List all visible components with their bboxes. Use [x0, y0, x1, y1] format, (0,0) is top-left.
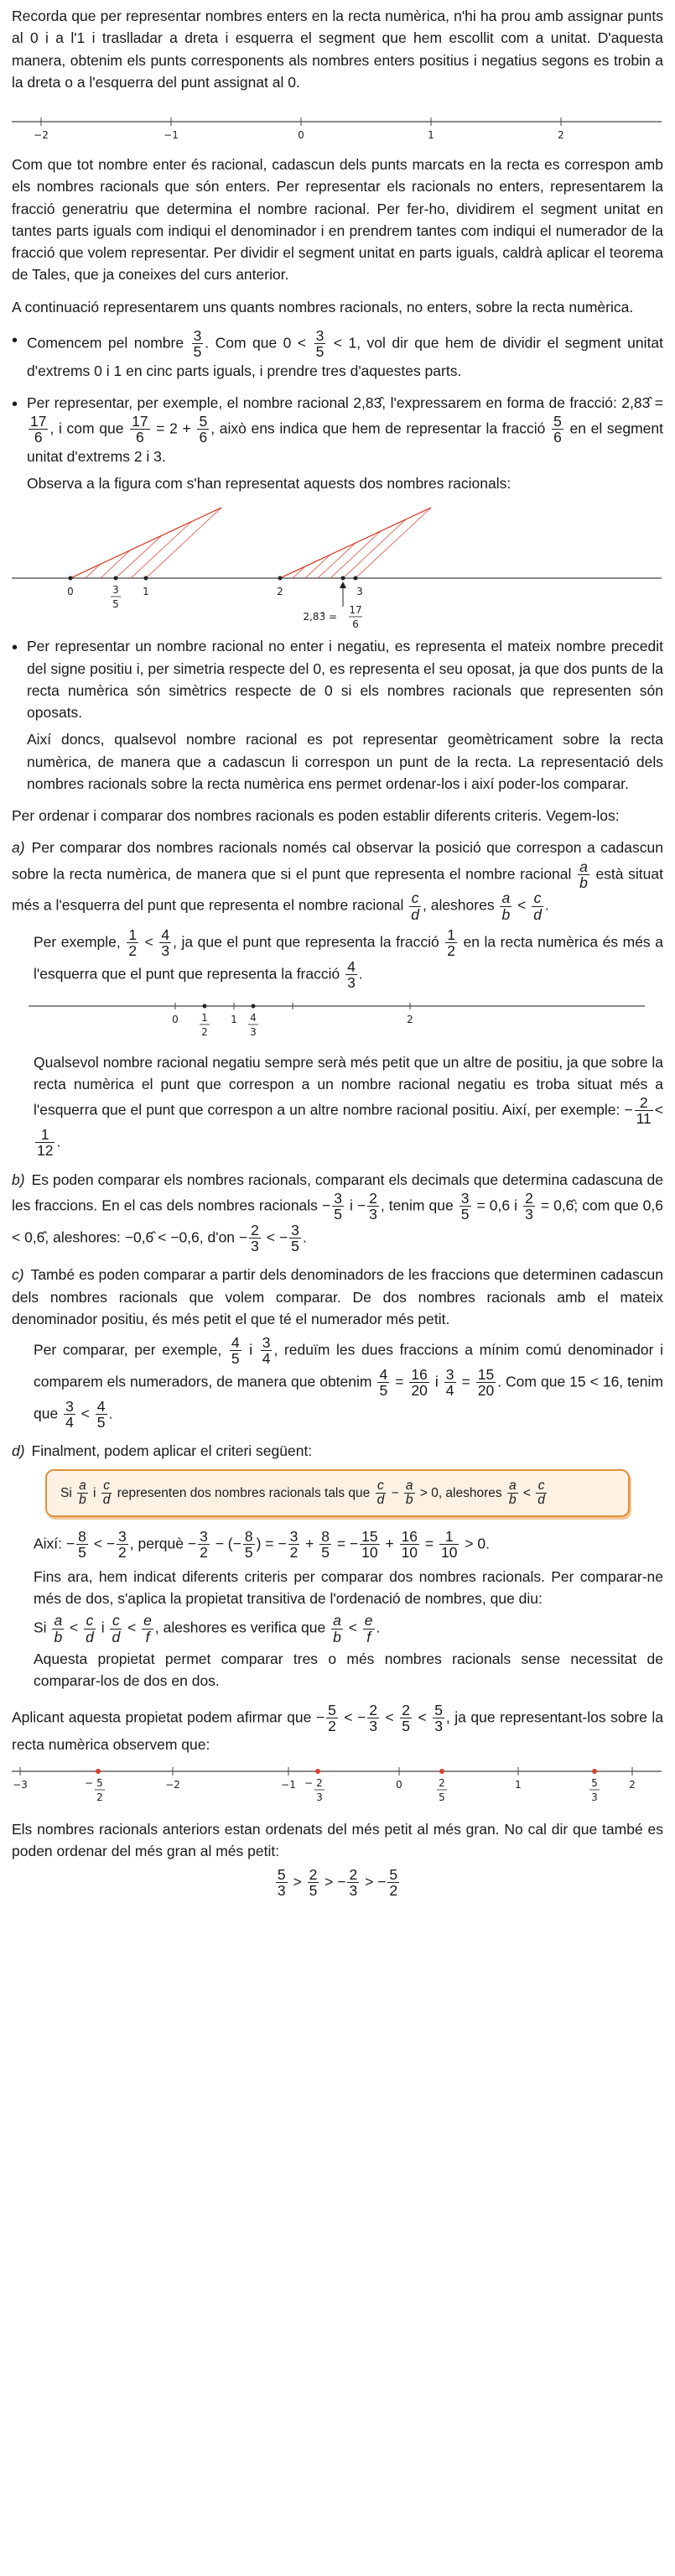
fraction: $\frac{c}{d}$: [411, 889, 419, 923]
bullet2-text-b: , i com que: [49, 420, 124, 437]
mark-23-num: 2: [316, 1776, 323, 1789]
bullet1-text-b: . Com que 0 <: [205, 334, 307, 352]
fraction: $\frac{a}{b}$: [333, 1612, 341, 1645]
criterion-d: [12, 1440, 663, 1462]
bullet2-text-d: , això ens indica que hem de representar la fracció: [210, 420, 546, 437]
criterion-d-transitive: Si $\frac{a}{b}$ < $\frac{c}{d}$ i $\frac{c}{d}$ < $\frac{e}{f}$ , aleshores es verifica que $\frac{a}{b}$ < $\frac{e}{f}$ .: [34, 1612, 381, 1645]
criterion-b-text2: , tenim que: [380, 1197, 454, 1214]
axis-tick-label: 1: [515, 1778, 522, 1791]
fraction: $\frac{2}{3}$: [525, 1189, 533, 1223]
axis-tick-label: 1: [428, 129, 434, 141]
fraction: $\frac{2}{5}$: [402, 1701, 410, 1734]
fraction: $\frac{3}{2}$: [289, 1528, 299, 1562]
fraction: $\frac{2}{5}$: [309, 1866, 318, 1900]
fraction: $\frac{2}{3}$: [369, 1189, 377, 1223]
fraction: $\frac{a}{b}$: [501, 889, 511, 923]
point-seventeen-sixths: [341, 576, 345, 581]
axis-tick-label: 2: [629, 1778, 636, 1791]
tick-half-num: 1: [201, 1011, 208, 1024]
criterion-a-text3: , aleshores: [422, 896, 495, 914]
less-than-sign: <: [144, 933, 153, 951]
fraction: $\frac{3}{5}$: [460, 1189, 470, 1223]
mark-52-num: 5: [96, 1776, 103, 1789]
axis-tick-label: 0: [298, 129, 304, 141]
final-statement: Aplicant aquesta propietat podem afirmar que − $\frac{5}{2}$ < − $\frac{2}{3}$ < $\frac{2}{5}$ < $\frac{5}{3}$ , ja que representant-los sobre la recta numèrica observem que:: [12, 1701, 663, 1754]
fraction: $\frac{5}{3}$: [434, 1701, 443, 1734]
box-text-a: Si: [60, 1485, 72, 1500]
fraction: $\frac{4}{3}$: [161, 926, 170, 960]
period: .: [544, 896, 549, 914]
bullet2-text-e: en el segment unitat d'extrems 2 i 3.: [27, 420, 663, 465]
period: .: [358, 965, 363, 983]
intro-paragraph-2: Com que tot nombre enter és racional, cadascun dels punts marcats en la recta es correspon amb els nombres racionals que són enters. Per representar els racionals no enters, representarem la fracció generatriu que determina el nombre racional. Per fer-ho, dividirem el segment unitat en tantes parts iguals com indiqui el denominador i en prendrem tantes com indiqui el numerador de la fracció que volem representar. Per dividir el segment unitat en parts iguals, caldrà aplicar el teorema de Tales, que ja coneixes del curs anterior.: [12, 156, 663, 284]
fraction: $\frac{a}{b}$: [508, 1478, 517, 1507]
conj: i: [349, 1197, 353, 1214]
fig1-label-3: 3: [356, 586, 363, 598]
bullet1-text-a: Comencem pel nombre: [27, 334, 184, 352]
point-five-thirds: [592, 1769, 597, 1774]
criteria-intro: Per ordenar i comparar dos nombres racionals es poden establir diferents criteris. Vegem-los:: [12, 807, 620, 824]
criterion-a: [12, 837, 663, 922]
fraction: $\frac{c}{d}$: [112, 1612, 121, 1645]
fraction: $\frac{16}{10}$: [401, 1528, 418, 1562]
fraction: $\frac{5}{6}$: [199, 413, 208, 446]
less-than-sign: <: [654, 1101, 663, 1119]
axis-tick-label: −3: [13, 1778, 28, 1791]
fraction: $\frac{3}{4}$: [65, 1397, 74, 1431]
tick-43-den: 3: [250, 1025, 257, 1038]
final-paragraph: Els nombres racionals anteriors estan ordenats del més petit al més gran. No cal dir que també es poden ordenar del més gran al més petit:: [12, 1820, 663, 1859]
final-descending-order: $\frac{5}{3}$ > $\frac{2}{5}$ > − $\frac{2}{3}$ > − $\frac{5}{2}$: [277, 1866, 398, 1900]
axis-tick-label: −2: [165, 1778, 180, 1791]
tick-0: 0: [172, 1013, 179, 1025]
mark-25-den: 5: [439, 1791, 445, 1803]
fraction: $\frac{4}{3}$: [347, 957, 356, 992]
axis-tick-label: −1: [281, 1778, 296, 1791]
fraction: $\frac{a}{b}$: [405, 1478, 413, 1507]
number-line-half-fourthirds: [12, 994, 662, 1046]
tick-43-num: 4: [250, 1011, 257, 1024]
conj: i: [434, 1373, 439, 1390]
tick-1: 1: [231, 1013, 237, 1025]
mark-25-num: 2: [439, 1776, 445, 1789]
fraction: $\frac{17}{6}$: [30, 413, 47, 446]
fraction: $\frac{5}{3}$: [277, 1866, 286, 1900]
point-four-thirds: [252, 1004, 256, 1008]
axis-tick-label: 2: [558, 129, 564, 141]
criterion-c-text2: Per comparar, per exemple,: [34, 1341, 222, 1358]
criterion-b-text4: = 0,6̂; com que 0,6 < 0,6̂, aleshores: −0,6̂ < −0,6, d'on: [12, 1197, 663, 1245]
point-three-fifths: [114, 576, 118, 581]
fraction: $\frac{1}{2}$: [447, 926, 455, 960]
bullet1-text-c: < 1, vol dir que hem de dividir el segment unitat d'extrems 0 i 1 en cinc parts iguals, i prendre tres d'aquestes parts.: [27, 334, 663, 379]
fraction: $\frac{16}{20}$: [411, 1365, 428, 1400]
criterion-d-transitive-intro: Fins ara, hem indicat diferents criteris per comparar dos nombres racionals. Per comparar-ne més de dos, s'aplica la propietat transitiva de l'ordenació de nombres, que diu:: [34, 1567, 663, 1608]
ex-text2: , ja que el punt que representa la fracció: [173, 933, 439, 951]
fraction: $\frac{c}{d}$: [533, 889, 542, 923]
fraction: $\frac{3}{5}$: [291, 1221, 299, 1254]
criterion-a-label: a): [12, 839, 25, 857]
period: .: [302, 1228, 307, 1245]
fraction: $\frac{15}{20}$: [477, 1365, 495, 1400]
minus-sign: −: [84, 1776, 93, 1789]
point-three: [354, 576, 358, 581]
criterion-b-text1: Es poden comparar els nombres racionals, comparant els decimals que determina cadascuna de les fraccions. En el cas dels nombres racionals: [12, 1171, 663, 1214]
criterion-d-text1: Finalment, podem aplicar el criteri següent:: [31, 1442, 313, 1460]
mark-53-den: 3: [591, 1791, 598, 1803]
fraction: $\frac{2}{3}$: [349, 1866, 358, 1900]
mark-52-den: 2: [96, 1791, 103, 1803]
fraction: $\frac{5}{6}$: [553, 413, 562, 446]
final-text1: Aplicant aquesta propietat podem afirmar que: [12, 1708, 312, 1726]
mark-53-num: 5: [591, 1776, 598, 1789]
fig1-mark1-den: 5: [112, 598, 119, 611]
tick-2: 2: [407, 1013, 413, 1025]
point-zero: [69, 576, 73, 581]
fig1-mark1-num: 3: [112, 584, 119, 597]
tr-a: Si: [34, 1619, 47, 1636]
point-minus-five-halves: [96, 1769, 101, 1774]
fraction: $\frac{a}{b}$: [54, 1612, 63, 1645]
intro-paragraph-3: A continuació representarem uns quants nombres racionals, no enters, sobre la recta numèrica.: [12, 298, 634, 315]
ex-a: Així:: [34, 1535, 63, 1552]
bullet2-text-c: = 2 +: [156, 420, 191, 437]
bullet-three-fifths: [12, 328, 663, 382]
criterion-c-text1: També es poden comparar a partir dels denominadors de les fraccions que determinen cadascun dels nombres racionals que volem comparar. De dos nombres racionals amb el mateix denominador positiu, és més petit el que té el numerador més petit.: [12, 1266, 663, 1327]
fraction: $\frac{e}{f}$: [143, 1612, 152, 1645]
fraction: $\frac{2}{3}$: [251, 1221, 259, 1254]
less-than-sign: <: [517, 896, 527, 914]
axis-tick-label: −2: [34, 129, 49, 141]
final-text2: , ja que representant-los sobre la recta numèrica observem que:: [12, 1708, 663, 1754]
fraction: $\frac{1}{10}$: [441, 1528, 458, 1562]
fraction: $\frac{8}{5}$: [78, 1528, 86, 1562]
bullet-two-point-eight-three: [12, 392, 663, 467]
fraction: $\frac{e}{f}$: [364, 1612, 373, 1645]
criterion-a-example: [34, 927, 663, 991]
fig1-label-2: 2: [277, 586, 283, 598]
criterion-c-text4: . Com que 15 < 16, tenim que: [34, 1373, 663, 1421]
neg-text: Qualsevol nombre racional negatiu sempre serà més petit que un altre de positiu, ja que sobre la recta numèrica el punt que correspon a un nombre racional negatiu es troba situat més a l'esquerra que el punt que correspon a un altre nombre racional positiu. Així, per exemple:: [34, 1053, 663, 1119]
fraction: $\frac{1}{12}$: [37, 1125, 54, 1160]
fraction: $\frac{5}{2}$: [328, 1701, 336, 1734]
point-two: [278, 576, 283, 581]
fraction: $\frac{2}{3}$: [369, 1701, 377, 1734]
fraction: $\frac{c}{d}$: [86, 1612, 94, 1645]
criterion-b: b) Es poden comparar els nombres racionals, comparant els decimals que determina cadascuna de les fraccions. En el cas dels nombres racionals − $\frac{3}{5}$ i − $\frac{2}{3}$ , tenim que $\frac{3}{5}$ = 0,6 i $\frac{2}{3}$ = 0,6̂; com que 0,6 < 0,6̂, aleshores: −0,6̂ < −0,6, d'on − $\frac{2}{3}$ < − $\frac{3}{5}$ .: [12, 1171, 663, 1254]
point-one-half: [203, 1004, 207, 1008]
point-minus-two-thirds: [315, 1769, 320, 1774]
criterion-a-text1: Per comparar dos nombres racionals només cal observar la posició que correspon a cadascun sobre la recta numèrica, de manera que si el punt que representa el nombre racional: [12, 839, 663, 882]
fraction: $\frac{1}{2}$: [128, 926, 138, 960]
conj: i: [249, 1341, 253, 1358]
criterion-b-label: b): [12, 1171, 25, 1188]
fraction: $\frac{c}{d}$: [376, 1478, 385, 1507]
bullet3-paragraph-b: Així doncs, qualsevol nombre racional es pot representar geomètricament sobre la recta numèrica, de manera que a cadascun li correspon un punt de la recta. La representació dels nombres racionals sobre la recta numèrica ens permet ordenar-los i així poder-los comparar.: [27, 731, 663, 792]
criterion-c: [12, 1264, 663, 1330]
fraction: $\frac{c}{d}$: [102, 1478, 111, 1507]
fraction: $\frac{2}{11}$: [636, 1094, 652, 1128]
criterion-d-label: d): [12, 1442, 25, 1460]
figure-thales-construction: [12, 504, 662, 630]
fraction: $\frac{3}{5}$: [334, 1189, 342, 1223]
minus-sign: −: [304, 1776, 313, 1789]
axis-tick-label: 0: [396, 1778, 402, 1791]
criterion-a-text2: està situat més a l'esquerra del punt que representa el nombre racional: [12, 865, 663, 914]
fraction: $\frac{5}{2}$: [389, 1866, 398, 1900]
bullet2-text-a: Per representar, per exemple, el nombre racional 2,83̂, l'expressarem en forma de fracció: 2,83̂ =: [27, 394, 663, 411]
number-line-final: [12, 1760, 662, 1812]
ex-text3: en la recta numèrica és més a l'esquerra que el punt que representa la fracció: [34, 933, 663, 983]
fig1-label-1: 1: [143, 586, 149, 598]
point-two-fifths: [439, 1769, 444, 1774]
fig1-mark2-num: 17: [349, 604, 362, 617]
fraction: $\frac{3}{4}$: [262, 1334, 271, 1368]
criterion-d-rule-box: Si $\frac{a}{b}$ i $\frac{c}{d}$ representen dos nombres racionals tals que $\frac{c}{d}$ − $\frac{a}{b}$ > 0, aleshores $\frac{a}{b}$ < $\frac{c}{d}$: [45, 1469, 630, 1518]
criterion-d-transitive-note: Aquesta propietat permet comparar tres o més nombres racionals sense necessitat de comparar-los de dos en dos.: [34, 1650, 663, 1690]
box-text-c: > 0, aleshores: [419, 1485, 502, 1500]
mark-23-den: 3: [316, 1791, 323, 1803]
ex-b: , perquè: [129, 1535, 184, 1552]
fraction: $\frac{3}{5}$: [315, 326, 325, 361]
fraction: $\frac{15}{10}$: [361, 1528, 378, 1562]
fraction: $\frac{4}{5}$: [231, 1334, 240, 1368]
tr-b: , aleshores es verifica que: [154, 1619, 326, 1636]
fraction: $\frac{3}{2}$: [200, 1528, 208, 1562]
criterion-b-text3: = 0,6 i: [476, 1197, 518, 1214]
fraction: $\frac{c}{d}$: [537, 1478, 545, 1507]
fraction: $\frac{3}{2}$: [118, 1528, 127, 1562]
fraction: $\frac{a}{b}$: [79, 1478, 86, 1507]
point-one: [144, 576, 148, 581]
tick-half-den: 2: [201, 1025, 208, 1038]
fraction: $\frac{4}{5}$: [96, 1397, 106, 1431]
fraction: $\frac{17}{6}$: [132, 413, 148, 446]
bullet-negative-rationals: • Per representar un nombre racional no enter i negatiu, es representa el mateix nombre precedit del signe positiu i, per simetria respecte del 0, es representa el seu oposat, ja que dos punts de la recta numèrica són simètrics respecte de 0 si els nombres racionals que representen són oposats.: [12, 635, 663, 723]
box-text-b: representen dos nombres racionals tals que: [117, 1485, 371, 1500]
criterion-c-label: c): [12, 1266, 24, 1284]
fraction: $\frac{a}{b}$: [579, 858, 588, 891]
fig1-mark2-prefix: 2,83̂ =: [303, 611, 337, 623]
observe-text: Observa a la figura com s'han representat aquests dos nombres racionals:: [27, 475, 511, 492]
less-than-sign: <: [266, 1228, 275, 1245]
ex-text1: Per exemple,: [34, 933, 121, 951]
fig1-mark2-den: 6: [352, 618, 359, 631]
fraction: $\frac{8}{5}$: [244, 1528, 253, 1562]
criterion-c-example: Per comparar, per exemple, $\frac{4}{5}$ i $\frac{3}{4}$ , reduïm les dues fraccions a mínim comú denominador i comparem els numeradors, de manera que obtenim $\frac{4}{5}$ = $\frac{16}{20}$ i $\frac{3}{4}$ = $\frac{15}{20}$ . Com que 15 < 16, tenim que $\frac{3}{4}$ < $\frac{4}{5}$ .: [34, 1334, 663, 1431]
fig1-label-0: 0: [67, 586, 74, 598]
number-line-integers: [12, 103, 662, 145]
fraction: $\frac{4}{5}$: [379, 1365, 388, 1400]
criterion-d-example: Així: − $\frac{8}{5}$ < − $\frac{3}{2}$ , perquè − $\frac{3}{2}$ − (− $\frac{8}{5}$ ) = − $\frac{3}{2}$ + $\frac{8}{5}$ = − $\frac{15}{10}$ + $\frac{16}{10}$ = $\frac{1}{10}$ > 0.: [34, 1528, 491, 1562]
intro-paragraph-1: Recorda que per representar nombres enters en la recta numèrica, n'hi ha prou amb assignar punts al 0 i a l'1 i traslladar a dreta i esquerra el segment que hem escollit com a unitat. D'aquesta manera, obtenim els punts corresponents als nombres enters positius i negatius segons es trobin a la dreta o a l'esquerra del punt assignat al 0.: [12, 8, 663, 91]
fraction: $\frac{3}{5}$: [193, 326, 202, 361]
fraction: $\frac{8}{5}$: [321, 1528, 330, 1562]
axis-tick-label: −1: [164, 129, 179, 141]
fraction: $\frac{3}{4}$: [445, 1365, 454, 1400]
criterion-c-text3: , reduïm les dues fraccions a mínim comú denominador i comparem els numeradors, de manera que obtenim: [34, 1341, 663, 1390]
criterion-a-negative: Qualsevol nombre racional negatiu sempre serà més petit que un altre de positiu, ja que sobre la recta numèrica el punt que correspon a un nombre racional negatiu es troba situat més a l'esquerra que el punt que correspon a un altre nombre racional positiu. Així, per exemple: − $\frac{2}{11}$ < $\frac{1}{12}$ .: [34, 1053, 663, 1160]
